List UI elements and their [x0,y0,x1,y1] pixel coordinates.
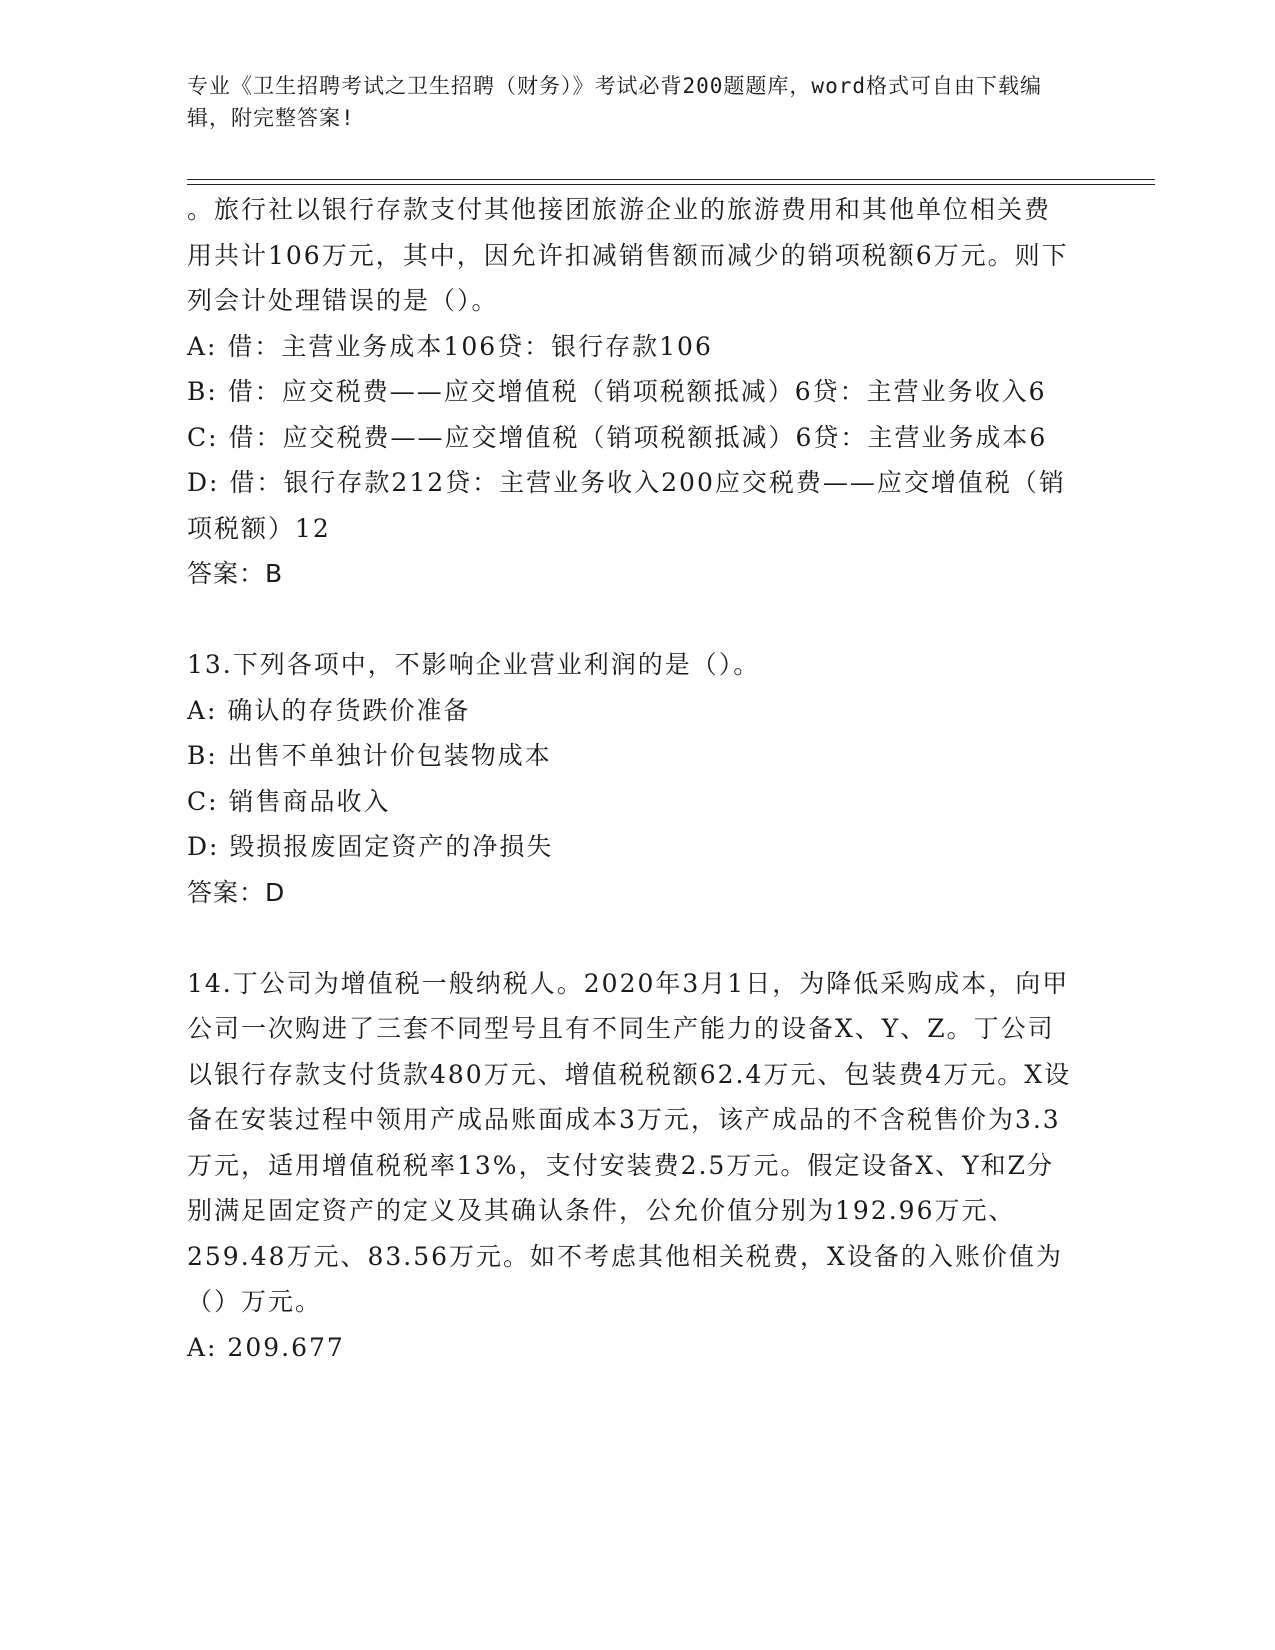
option-b: B: 借：应交税费——应交增值税（销项税额抵减）6贷：主营业务收入6 [187,377,1047,406]
question-stem: 13.下列各项中，不影响企业营业利润的是（）。 [187,650,761,679]
option-d: D: 毁损报废固定资产的净损失 [187,832,554,861]
spacer [187,915,1077,961]
header-divider-top [187,179,1155,180]
answer: 答案：D [187,877,286,907]
option-a: A: 借：主营业务成本106贷：银行存款106 [187,331,713,361]
spacer [187,597,1077,643]
option-c: C: 销售商品收入 [187,786,391,816]
option-b: B: 出售不单独计价包装物成本 [187,741,552,770]
option-a: A: 确认的存货跌价准备 [187,695,471,725]
option-c: C: 借：应交税费——应交增值税（销项税额抵减）6贷：主营业务成本6 [187,422,1048,452]
document-header: 专业《卫生招聘考试之卫生招聘（财务）》考试必背200题题库，word格式可自由下载编辑，附完整答案! [187,74,1042,130]
option-d: D: 借：银行存款212贷：主营业务收入200应交税费——应交增值税（销项税额）12 [187,468,1066,543]
question-list [187,187,1077,1370]
header-divider-bottom [187,184,1155,185]
question-stem: 。旅行社以银行存款支付其他接团旅游企业的旅游费用和其他单位相关费用共计106万元，其中，因允许扣减销售额而减少的销项税额6万元。则下列会计处理错误的是（）。 [187,195,1069,315]
question-stem: 14.丁公司为增值税一般纳税人。2020年3月1日，为降低采购成本，向甲公司一次购进了三套不同型号且有不同生产能力的设备X、Y、Z。丁公司以银行存款支付货款480万元、增值税税额62.4万元、包装费4万元。X设备在安装过程中领用产成品账面成本3万元，该产成品的不含税售价为3.3万元，适用增值税税率13%，支付安装费2.5万元。假定设备X、Y和Z分别满足固定资产的定义及其确认条件，公允价值分别为192.96万元、259.48万元、83.56万元。如不考虑其他相关税费，X设备的入账价值为（）万元。 [187,968,1072,1316]
answer: 答案：B [187,559,284,588]
option-a: A: 209.677 [187,1332,345,1362]
